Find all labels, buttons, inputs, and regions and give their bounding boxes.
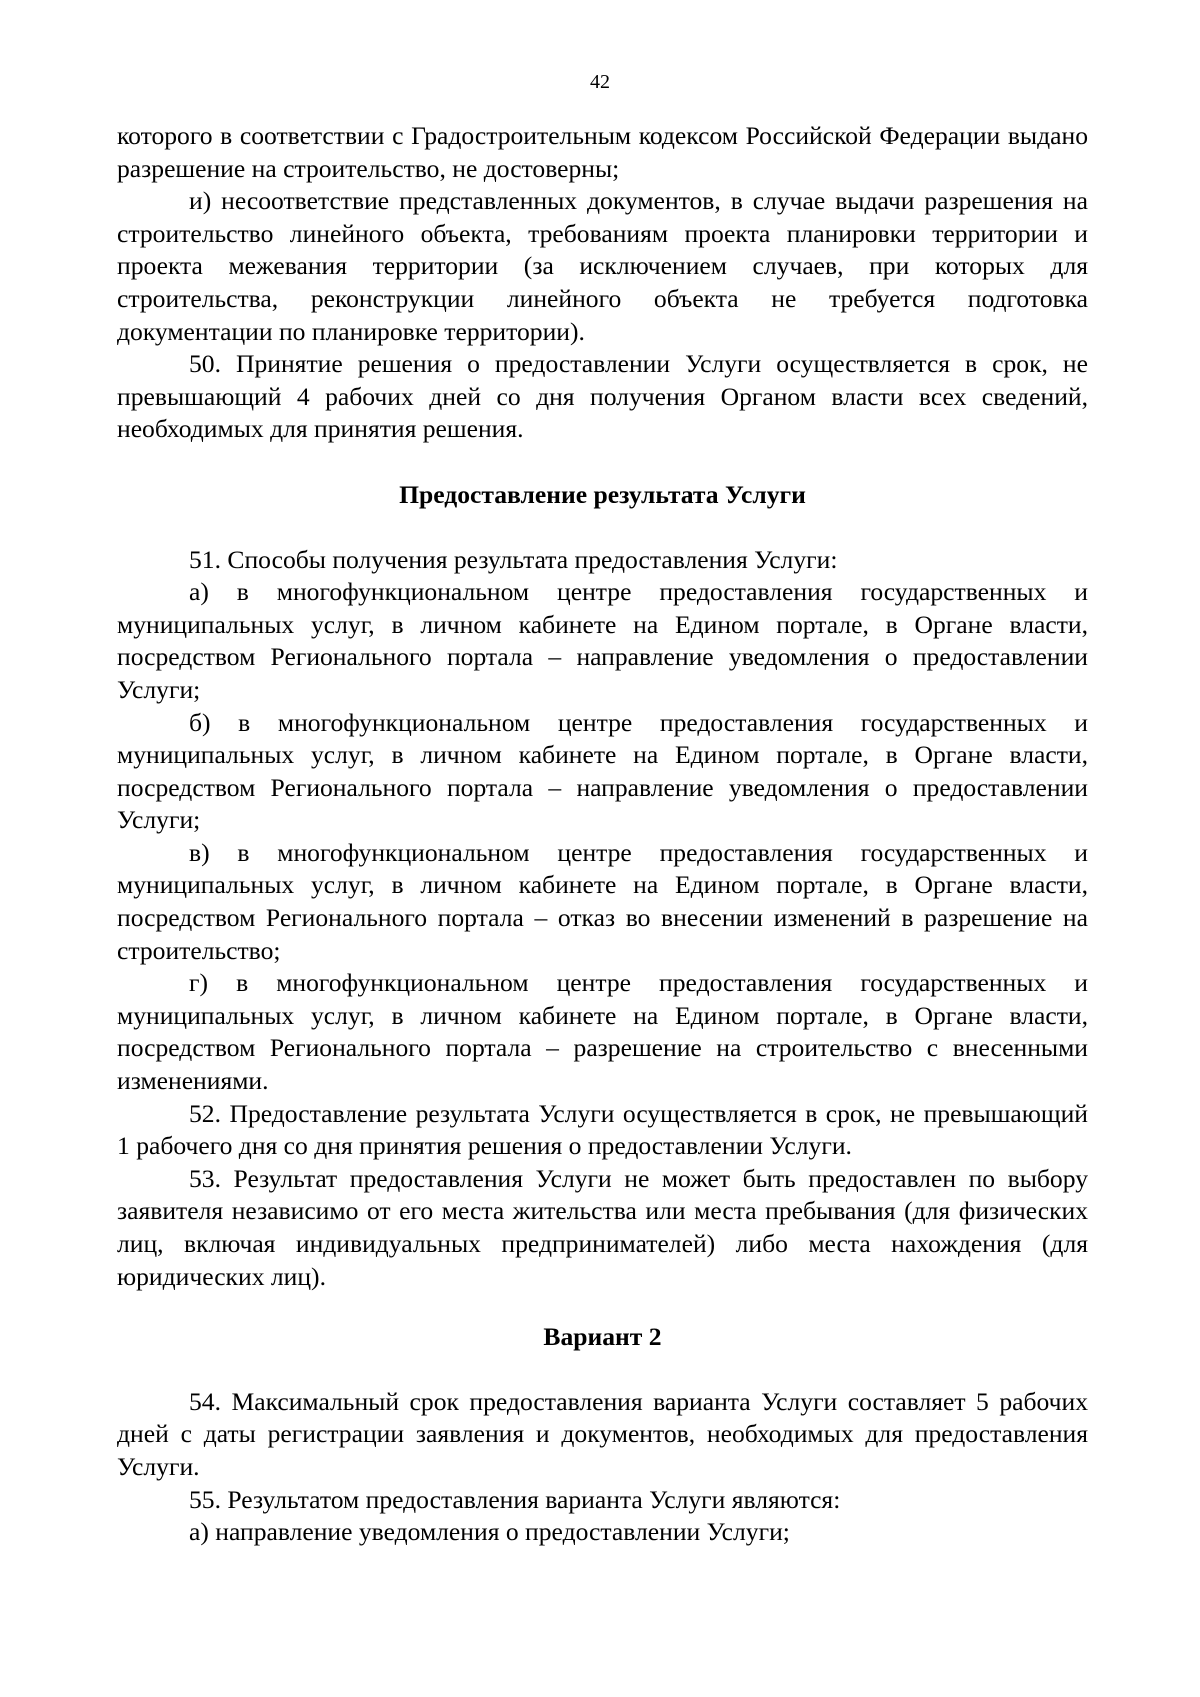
paragraph-item-i: и) несоответствие представленных документов, в случае выдачи разрешения на строительство линейного объекта, требованиям проекта планировки территории и проекта межевания территории (за исключением случаев, при которых для строительства, реконструкции линейного объекта не требуется подготовка документации по планировке территории). xyxy=(117,186,1088,346)
paragraph-52: 52. Предоставление результата Услуги осуществляется в срок, не превышающий 1 рабочего дня со дня принятия решения о предоставлении Услуги. xyxy=(117,1098,1088,1161)
paragraph-51-v: в) в многофункциональном центре предоставления государственных и муниципальных услуг, в личном кабинете на Едином портале, в Органе власти, посредством Регионального портала – отказ во внесении изменений в разрешение на строительство; xyxy=(117,837,1088,965)
paragraph-51-b: б) в многофункциональном центре предоставления государственных и муниципальных услуг, в личном кабинете на Едином портале, в Органе власти, посредством Регионального портала – направление уведомления о предоставлении Услуги; xyxy=(117,707,1088,835)
paragraph-55: 55. Результатом предоставления варианта Услуги являются: xyxy=(189,1484,841,1514)
paragraph-continuation: которого в соответствии с Градостроительным кодексом Российской Федерации выдано разрешение на строительство, не достоверны; xyxy=(117,121,1088,183)
paragraph-50: 50. Принятие решения о предоставлении Услуги осуществляется в срок, не превышающий 4 рабочих дней со дня получения Органом власти всех сведений, необходимых для принятия решения. xyxy=(117,349,1088,444)
paragraph-51-a: а) в многофункциональном центре предоставления государственных и муниципальных услуг, в личном кабинете на Едином портале, в Органе власти, посредством Регионального портала – направление уведомления о предоставлении Услуги; xyxy=(117,577,1088,704)
section-heading-result: Предоставление результата Услуги xyxy=(399,479,806,509)
paragraph-54: 54. Максимальный срок предоставления варианта Услуги составляет 5 рабочих дней с даты регистрации заявления и документов, необходимых для предоставления Услуги. xyxy=(117,1386,1088,1481)
paragraph-51: 51. Способы получения результата предоставления Услуги: xyxy=(189,544,838,574)
section-heading-variant-2: Вариант 2 xyxy=(543,1322,662,1352)
paragraph-55-a: а) направление уведомления о предоставлении Услуги; xyxy=(189,1517,790,1547)
page-number: 42 xyxy=(590,71,610,93)
paragraph-53: 53. Результат предоставления Услуги не может быть предоставлен по выбору заявителя независимо от его места жительства или места пребывания (для физических лиц, включая индивидуальных предпринимателей) либо места нахождения (для юридических лиц). xyxy=(117,1163,1088,1291)
paragraph-51-g: г) в многофункциональном центре предоставления государственных и муниципальных услуг, в личном кабинете на Едином портале, в Органе власти, посредством Регионального портала – разрешение на строительство с внесенными изменениями. xyxy=(117,968,1088,1096)
document-body xyxy=(117,120,1088,1549)
